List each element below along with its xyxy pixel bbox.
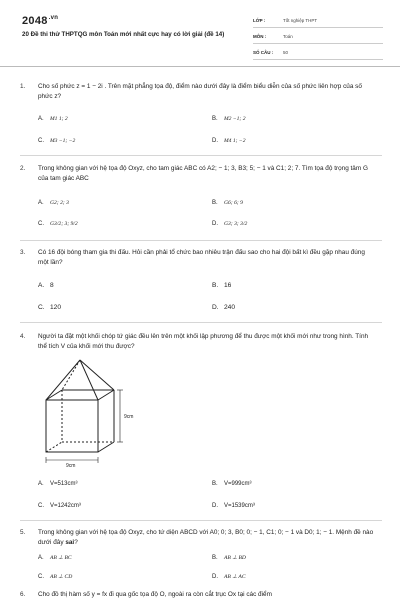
option-a[interactable]: A. AB ⊥ BC [38,555,72,561]
question-text: Có 16 đội bóng tham gia thi đấu. Hỏi cần phải tổ chức bao nhiêu trận đấu sao cho hai đội bất kì đều gặp nhau đúng một lần? [38,249,365,266]
meta-label: MÔN : [253,34,267,39]
option-c[interactable]: C. V=1242cm³ [38,503,81,509]
option-a[interactable]: A. V=513cm³ [38,481,78,487]
meta-question-count [253,47,383,60]
question-divider [20,240,382,241]
question-divider [20,155,382,156]
question-1 [20,82,382,104]
question-number: 6. [20,591,26,598]
document-title: 20 Đề thi thử THPTQG môn Toán mới nhất cực hay có lời giải (đề 14) [22,31,225,38]
question-number: 4. [20,333,26,340]
pyramid-edge [46,360,80,400]
question-text: Trong không gian với hệ tọa độ Oxyz, cho tứ diện ABCD với A0; 0; 3, B0; 0; − 1, C1; 0; − 1 và D0; 1; − 1. Mệnh đề nào dưới đây sai? [38,529,374,546]
question-5 [20,528,382,550]
question-number: 5. [20,529,26,536]
question-text: Trong không gian với hệ tọa độ Oxyz, cho tam giác ABC có A2; − 1; 3, B3; 5; − 1 và C1; 2; 7. Tìm tọa độ trọng tâm G của tam giác ABC [38,165,368,182]
meta-value: 50 [283,50,289,55]
cube-front-face [46,400,98,452]
option-d[interactable]: D. V=1539cm³ [212,503,255,509]
cube-hidden-edge [46,442,62,452]
option-d[interactable]: D. AB ⊥ AC [212,574,246,580]
document-meta [253,15,383,63]
document-header [0,0,400,66]
meta-value: Tốt nghiệp THPT [283,18,318,23]
option-b[interactable]: B. M2 −1; 2 [212,116,246,122]
cube-edge [46,390,62,400]
width-label: 9cm [66,463,76,468]
question-number: 1. [20,83,26,90]
option-d[interactable]: D. M4 1; −2 [212,138,246,144]
option-b[interactable]: B. G6; 6; 9 [212,200,243,206]
option-c[interactable]: C. AB ⊥ CD [38,574,73,580]
pyramid-edge [80,360,114,390]
cube-edge [98,442,114,452]
question-divider [20,322,382,323]
question-6 [20,590,382,600]
pyramid-edge [80,360,98,400]
option-c[interactable]: C. G3/2; 3; 9/2 [38,221,78,227]
pyramid-hidden-edge [62,360,80,390]
meta-class [253,15,383,28]
meta-label: LỚP : [253,18,266,23]
question-number: 3. [20,249,26,256]
question-text: Cho số phức z = 1 − 2i . Trên mặt phẳng tọa độ, điểm nào dưới đây là điểm biểu diễn của số phức liên hợp của số phức z? [38,83,362,100]
meta-subject [253,31,383,44]
question-3 [20,248,382,270]
cube-edge [98,390,114,400]
question-number: 2. [20,165,26,172]
option-a[interactable]: A. 8 [38,282,54,289]
header-divider [0,66,400,67]
site-logo[interactable]: $2048^{.vn}$ [22,15,59,27]
option-d[interactable]: D. G3; 3; 3/2 [212,221,248,227]
option-b[interactable]: B. AB ⊥ BD [212,555,246,561]
option-b[interactable]: B. V=999cm³ [212,481,252,487]
option-c[interactable]: C. M3 −1; −2 [38,138,76,144]
height-label: 9cm [124,414,134,420]
question-text: Cho đồ thị hàm số y = fx đi qua gốc tọa độ O, ngoài ra còn cắt trục Ox tại các điểm [38,591,272,598]
question-divider [20,520,382,521]
option-d[interactable]: D. 240 [212,304,236,311]
meta-label: SỐ CÂU : [253,50,274,55]
pyramid-on-cube-figure [38,356,148,468]
option-c[interactable]: C. 120 [38,304,62,311]
question-2 [20,164,382,186]
question-4 [20,332,382,354]
option-a[interactable]: A. M1 1; 2 [38,116,68,122]
question-text: Người ta đặt một khối chóp tứ giác đều lên trên một khối lập phương để thu được một khối mới như trong hình. Tính thể tích V của khối mới thu được? [38,333,369,350]
option-b[interactable]: B. 16 [212,282,232,289]
emphasis-word: sai [65,538,75,546]
meta-value: Toán [283,34,293,39]
option-a[interactable]: A. G2; 2; 3 [38,200,69,206]
